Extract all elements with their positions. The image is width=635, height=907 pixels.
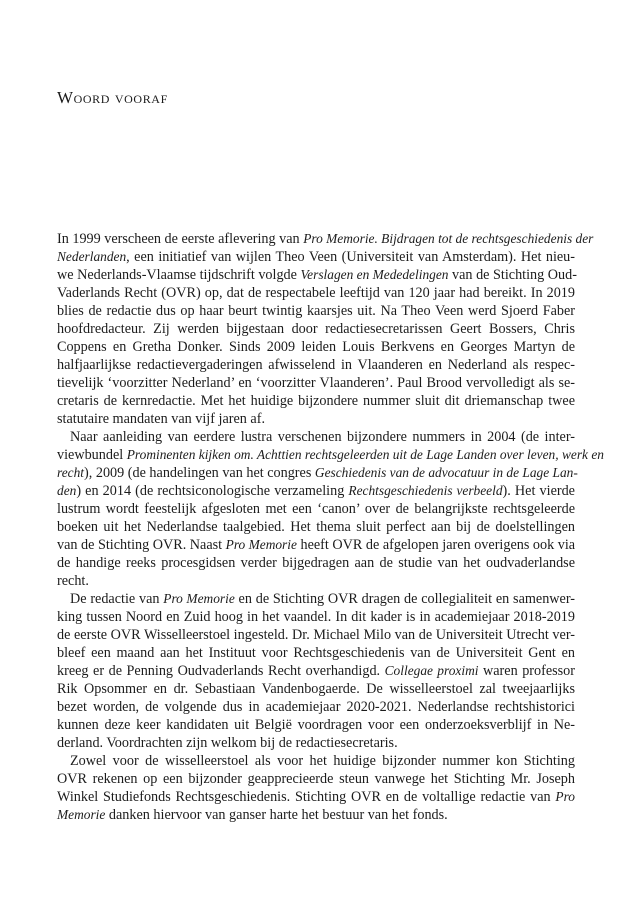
text-run: hoofdredacteur. Zij werden bijgestaan door redactiesecretarissen Geert Bossers, Chris (57, 321, 575, 337)
text-run: Vaderlands Recht (OVR) op, dat de respectabele leeftijd van 120 jaar had bereikt. In 2019 (57, 285, 575, 301)
italic-text: Pro Memorie. Bijdragen tot de rechtsgeschiedenis der (303, 231, 594, 246)
text-line (57, 464, 578, 482)
italic-text: Prominenten kijken om. Achttien rechtsgeleerden uit de Lage Landen over leven, werk en (126, 447, 604, 462)
text-run: halfjaarlijkse redactievergaderingen afwisselend in Vlaanderen en Nederland als respec- (57, 357, 575, 373)
italic-text: Collegae proximi (384, 663, 479, 678)
italic-text: Rechtsgeschiedenis verbeeld (348, 483, 503, 498)
text-run: viewbundel (57, 447, 127, 463)
italic-text: Pro Memorie (225, 537, 297, 552)
text-line (57, 428, 575, 446)
text-run: De redactie van (70, 591, 164, 607)
italic-text: Memorie (57, 807, 106, 822)
text-run: cretaris de kernredactie. Met het huidige bijzondere nummer sluit dit driemanschap twee (57, 393, 575, 409)
text-line (57, 662, 575, 680)
paragraph (57, 752, 575, 824)
text-run: In 1999 verscheen de eerste aflevering van (57, 231, 304, 247)
text-line (57, 770, 575, 788)
text-run: tievelijk ‘voorzitter Nederland’ en ‘voorzitter Vlaanderen’. Paul Brood vervolledigt als se- (57, 375, 575, 391)
text-run: we Nederlands-Vlaamse tijdschrift volgde (57, 267, 301, 283)
text-line (57, 500, 575, 518)
text-line (57, 752, 575, 770)
text-line (57, 680, 575, 698)
text-line (57, 644, 575, 662)
text-run: kreeg er de Penning Oudvaderlands Recht overhandigd. (57, 663, 385, 679)
text-line (57, 230, 594, 248)
text-line (57, 302, 575, 320)
text-line (57, 536, 575, 554)
text-line (57, 608, 575, 626)
italic-text: den (57, 483, 77, 498)
paragraph (57, 230, 594, 428)
italic-text: Pro Memorie (163, 591, 235, 606)
text-line (57, 338, 575, 356)
text-run: boeken uit het Nederlandse taalgebied. Het thema sluit perfect aan bij de doelstellingen (57, 519, 575, 535)
italic-text: Pro (555, 789, 575, 804)
text-run: kunnen deze keer kandidaten uit België voordragen voor een onderzoeksverblijf in Ne- (57, 717, 575, 733)
text-run: Zowel voor de wisselleerstoel als voor het huidige bijzonder nummer kon Stichting (70, 753, 575, 769)
text-run: recht. (57, 573, 89, 589)
text-run: derland. Voordrachten zijn welkom bij de redactiesecretaris. (57, 735, 398, 751)
text-run: statutaire mandaten van vijf jaren af. (57, 411, 265, 427)
text-line (57, 806, 575, 824)
text-run: blies de redactie dus op haar beurt twintig kaarsjes uit. Na Theo Veen werd Sjoerd Faber (57, 303, 575, 319)
text-run: danken hiervoor van ganser harte het bestuur van het fonds. (105, 807, 448, 823)
text-run: de eerste OVR Wisselleerstoel ingesteld. Dr. Michael Milo van de Universiteit Utrecht ver- (57, 627, 575, 643)
text-line (57, 410, 575, 428)
text-line (57, 320, 575, 338)
text-run: bleef een maand aan het Instituut voor Rechtsgeschiedenis van de Universiteit Gent en (57, 645, 575, 661)
text-run: ). Het vierde (502, 483, 575, 499)
text-run: de handige reeks procesgidsen verder bijgedragen aan de studie van het oudvaderlandse (57, 555, 575, 571)
text-run: bezet worden, de volgende dus in academiejaar 2020-2021. Nederlandse rechtshistorici (57, 699, 575, 715)
text-run: Naar aanleiding van eerdere lustra verschenen bijzondere nummers in 2004 (de inter- (70, 429, 575, 445)
text-line (57, 788, 575, 806)
text-line (57, 698, 575, 716)
text-run: OVR rekenen op een bijzonder geapprecieerde steun vanwege het Stichting Mr. Joseph (57, 771, 575, 787)
text-run: king tussen Noord en Zuid hoog in het vaandel. In dit kader is in academiejaar 2018-2019 (57, 609, 575, 625)
text-line (57, 392, 575, 410)
text-line (57, 482, 575, 500)
text-run: van de Stichting OVR. Naast (57, 537, 226, 553)
text-run: lustrum wordt feestelijk afgesloten met een ‘canon’ over de belangrijkste rechtsgeleerde (57, 501, 575, 517)
text-run: en de Stichting OVR dragen de collegialiteit en samenwer- (234, 591, 576, 607)
body-text (57, 230, 604, 824)
text-run: Coppens en Gretha Donker. Sinds 2009 leiden Louis Berkvens en Georges Martyn de (57, 339, 575, 355)
page-title: Woord vooraf (57, 88, 168, 107)
text-line (57, 284, 575, 302)
text-line (57, 626, 575, 644)
text-run: Rik Opsommer en dr. Sebastiaan Vandenbogaerde. De wisselleerstoel zal tweejaarlijks (57, 681, 575, 697)
paragraph (57, 590, 575, 752)
text-run: Winkel Studiefonds Rechtsgeschiedenis. Stichting OVR en de voltallige redactie van (57, 789, 556, 805)
text-line (57, 446, 604, 464)
text-line (57, 356, 575, 374)
text-line (57, 554, 575, 572)
text-line (57, 734, 575, 752)
text-run: van de Stichting Oud- (448, 267, 577, 283)
text-line (57, 248, 575, 266)
text-run: , een initiatief van wijlen Theo Veen (Universiteit van Amsterdam). Het nieu- (126, 249, 575, 265)
text-line (57, 266, 575, 284)
text-run: heeft OVR de afgelopen jaren overigens ook via (296, 537, 576, 553)
text-run: ) en 2014 (de rechtsiconologische verzameling (76, 483, 349, 499)
paragraph (57, 428, 604, 590)
italic-text: Geschiedenis van de advocatuur in de Lage Lan- (314, 465, 578, 480)
text-run: ), 2009 (de handelingen van het congres (84, 465, 315, 481)
text-line (57, 518, 575, 536)
text-line (57, 716, 575, 734)
text-line (57, 572, 575, 590)
text-line (57, 590, 575, 608)
italic-text: recht (57, 465, 85, 480)
text-run: waren professor (478, 663, 575, 679)
italic-text: Nederlanden (57, 249, 127, 264)
italic-text: Verslagen en Mededelingen (300, 267, 449, 282)
text-line (57, 374, 575, 392)
